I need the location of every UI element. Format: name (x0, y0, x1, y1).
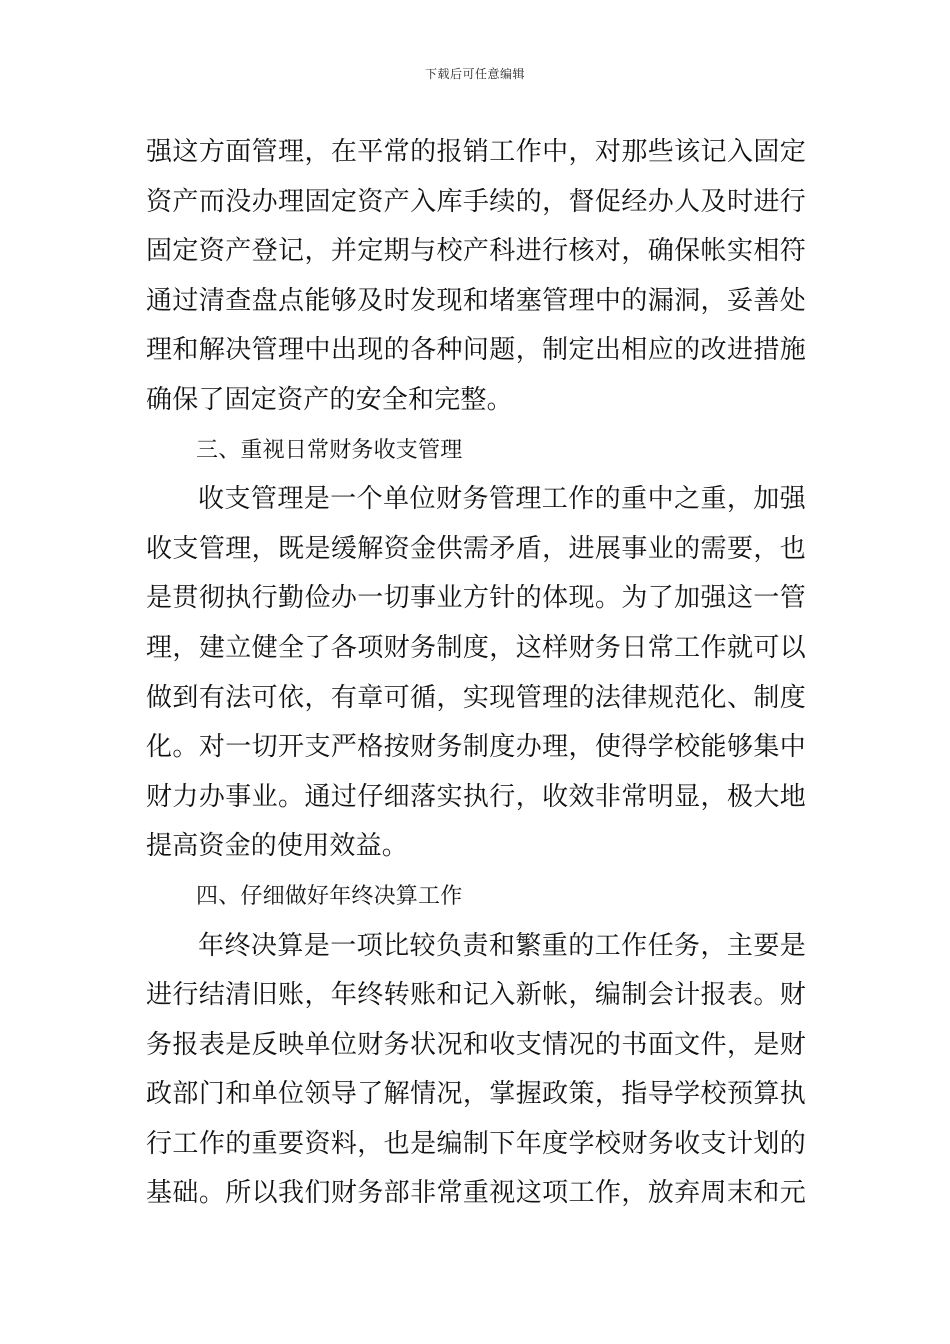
body-text (146, 128, 806, 1219)
paragraph-line: 固定资产登记，并定期与校产科进行核对，确保帐实相符 (146, 236, 806, 267)
paragraph-line: 做到有法可依，有章可循，实现管理的法律规范化、制度 (146, 682, 806, 713)
paragraph-line: 是贯彻执行勤俭办一切事业方针的体现。为了加强这一管 (146, 583, 806, 614)
paragraph-line: 政部门和单位领导了解情况，掌握政策，指导学校预算执 (146, 1079, 806, 1110)
paragraph-line: 年终决算是一项比较负责和繁重的工作任务，主要是 (198, 930, 806, 961)
paragraph-line: 通过清查盘点能够及时发现和堵塞管理中的漏洞，妥善处 (146, 285, 806, 316)
paragraph-line: 强这方面管理，在平常的报销工作中，对那些该记入固定 (146, 137, 806, 167)
paragraph-line: 财力办事业。通过仔细落实执行，收效非常明显，极大地 (146, 781, 806, 812)
paragraph-line: 理，建立健全了各项财务制度，这样财务日常工作就可以 (146, 632, 806, 663)
paragraph-line: 化。对一切开支严格按财务制度办理，使得学校能够集中 (146, 732, 806, 763)
paragraph-line: 理和解决管理中出现的各种问题，制定出相应的改进措施 (146, 335, 806, 366)
paragraph-line: 基础。所以我们财务部非常重视这项工作，放弃周末和元 (146, 1178, 806, 1209)
section-heading: 四、仔细做好年终决算工作 (196, 883, 463, 909)
paragraph-line: 务报表是反映单位财务状况和收支情况的书面文件，是财 (146, 1029, 806, 1060)
paragraph-line: 确保了固定资产的安全和完整。 (146, 384, 513, 415)
paragraph-line: 收支管理，既是缓解资金供需矛盾，进展事业的需要，也 (146, 533, 806, 564)
paragraph-line: 提高资金的使用效益。 (146, 831, 409, 862)
section-heading: 三、重视日常财务收支管理 (196, 437, 463, 463)
paragraph-line: 行工作的重要资料，也是编制下年度学校财务收支计划的 (146, 1128, 806, 1159)
paragraph-line: 收支管理是一个单位财务管理工作的重中之重，加强 (198, 484, 806, 515)
paragraph-line: 资产而没办理固定资产入库手续的，督促经办人及时进行 (146, 186, 806, 217)
page-header: 下载后可任意编辑 (424, 67, 525, 81)
paragraph-line: 进行结清旧账，年终转账和记入新帐，编制会计报表。财 (146, 980, 806, 1011)
